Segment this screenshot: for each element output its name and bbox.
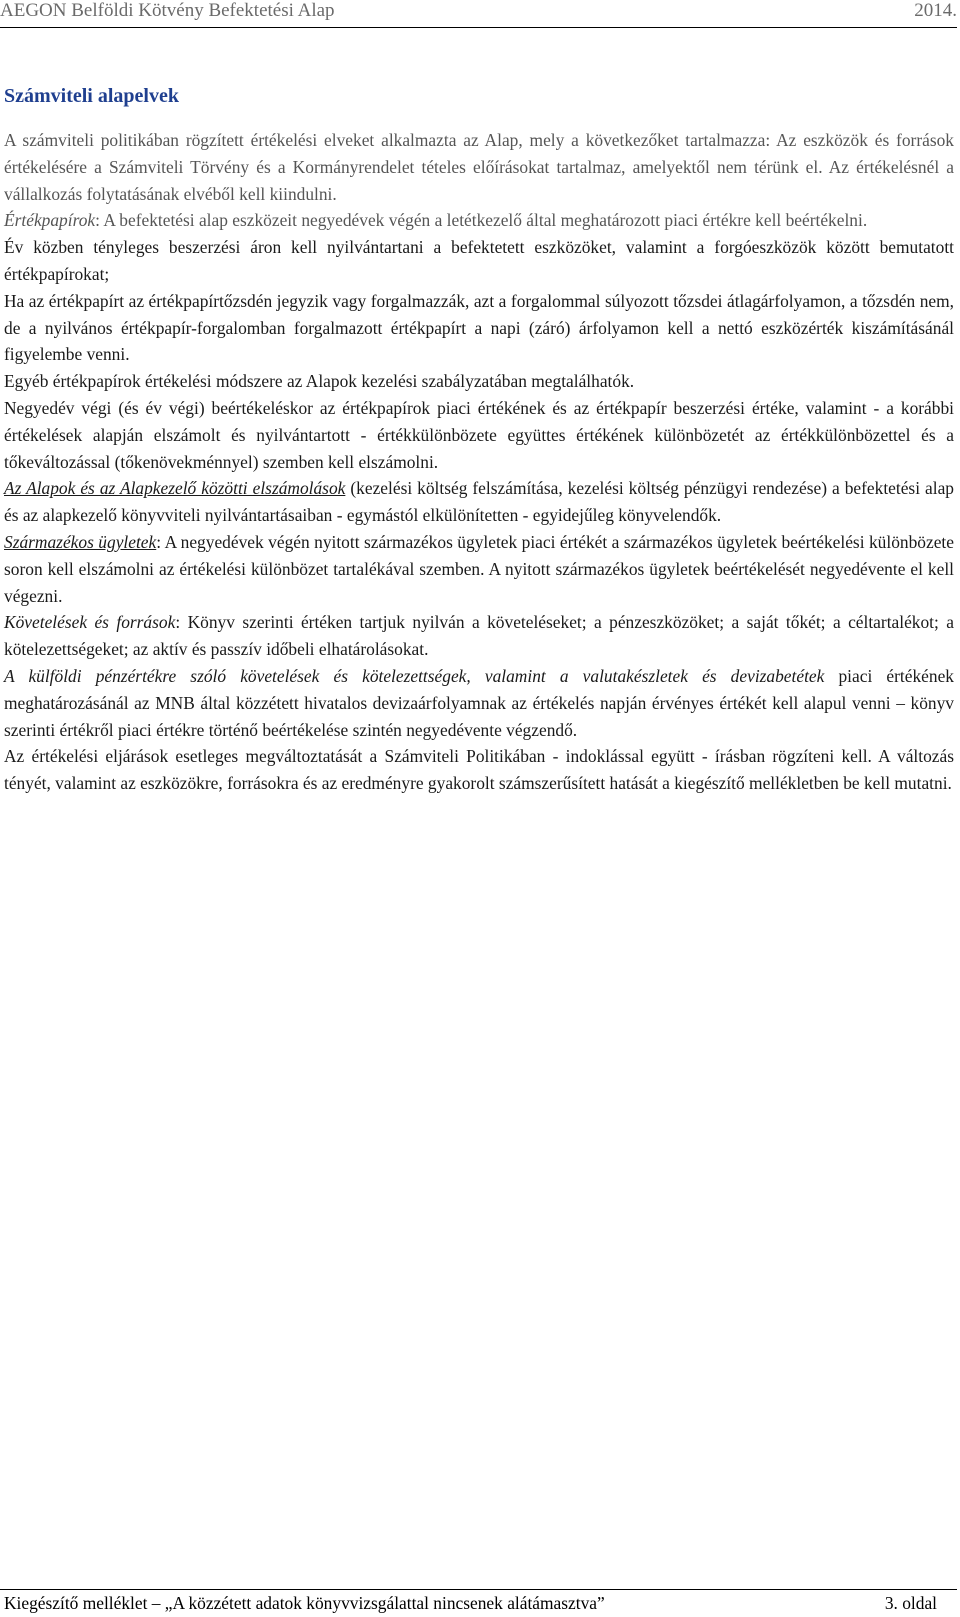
document-body <box>4 127 954 797</box>
paragraph-settlements <box>4 475 954 529</box>
paragraph-derivatives-label: Származékos ügyletek <box>4 531 157 552</box>
section-title: Számviteli alapelvek <box>4 85 179 107</box>
paragraph-securities-label: Értékpapírok <box>4 210 96 231</box>
paragraph-receivables-label: Követelések és források <box>4 612 176 633</box>
paragraph-securities-text: : A befektetési alap eszközeit negyedévek végén a letétkezelő által meghatározott piaci értékre kell beértékelni. <box>95 210 868 231</box>
paragraph-principles: A számviteli politikában rögzített értékelési elveket alkalmazta az Alap, mely a következőket tartalmazza: Az eszközök és források értékelésére a Számviteli Törvény és a Kormányrendelet tételes előírásokat tartalmaz, amelyektől nem térünk el. Az értékelésnél a vállalkozás folytatásának elvéből kell kiindulni. <box>4 130 954 204</box>
paragraph-receivables <box>4 609 954 663</box>
paragraph-settlements-label: Az Alapok és az Alapkezelő közötti elszámolások <box>4 478 346 499</box>
paragraph-foreign-currency <box>4 663 954 743</box>
page-header <box>0 0 957 28</box>
paragraph-procedure-changes: Az értékelési eljárások esetleges megváltoztatását a Számviteli Politikában - indoklással együtt - írásban rögzíteni kell. A változás tényét, valamint az eszközökre, forrásokra és az eredményre gyakorolt számszerűsített hatását a kiegészítő mellékletben be kell mutatni. <box>4 746 954 794</box>
paragraph-derivatives-text: : A negyedévek végén nyitott származékos ügyletek piaci értékét a származékos ügyletek beértékelési különbözete soron kell elszámolni az értékelési különbözet tartalékával szemben. A nyitott származékos ügyletek beértékelését negyedévente el kell végezni. <box>4 531 954 606</box>
paragraph-exchange-rate: Ha az értékpapírt az értékpapírtőzsdén jegyzik vagy forgalmazzák, azt a forgalommal súlyozott tőzsdei átlagárfolyamon, a tőzsdén nem, de a nyilvános értékpapír-forgalomban forgalmazott értékpapírt a napi (záró) árfolyamon kell a nettó eszközérték kiszámításánál figyelembe venni. <box>4 290 954 365</box>
paragraph-foreign-currency-text: piaci értékének meghatározásánál az MNB által közzétett hivatalos devizaárfolyamnak az értékelés napján érvényes értékét kell alapul venni – könyv szerinti értékről piaci értékre történő beértékelése szintén negyedévente végzendő. <box>4 665 954 740</box>
paragraph-purchase-price: Év közben tényleges beszerzési áron kell nyilvántartani a befektetett eszközöket, valamint a forgóeszközök között bemutatott értékpapírokat; <box>4 237 954 284</box>
page-number: 3. oldal <box>884 1593 937 1613</box>
header-year: 2014. <box>914 0 957 21</box>
footer-note: Kiegészítő melléklet – „A közzétett adatok könyvvizsgálattal nincsenek alátámasztva” <box>4 1593 605 1613</box>
paragraph-securities <box>4 207 954 234</box>
paragraph-foreign-currency-label: A külföldi pénzértékre szóló követelések és kötelezettségek, valamint a valutakészletek és devizabetétek <box>4 665 825 686</box>
paragraph-derivatives <box>4 529 954 609</box>
paragraph-revaluation: Negyedév végi (és év végi) beértékeléskor az értékpapírok piaci értékének és az értékpapír beszerzési értéke, valamint - a korábbi értékelések alapján elszámolt és nyilvántartott - értékkülönbözete együttes értékének különbözetét az értékkülönbözettel és a tőkeváltozással (tőkenövekménnyel) szemben kell elszámolni. <box>4 397 954 472</box>
paragraph-other-securities: Egyéb értékpapírok értékelési módszere az Alapok kezelési szabályzatában megtalálhatók. <box>4 371 635 392</box>
page-footer <box>0 1589 957 1616</box>
header-document-title: AEGON Belföldi Kötvény Befektetési Alap <box>0 0 335 21</box>
paragraph-receivables-text: : Könyv szerinti értéken tartjuk nyilván a követeléseket; a pénzeszközöket; a saját tőkét; a céltartalékot; a kötelezettségeket; az aktív és passzív időbeli elhatárolásokat. <box>4 612 954 660</box>
paragraph-settlements-text: (kezelési költség felszámítása, kezelési költség pénzügyi rendezése) a befektetési alap és az alapkezelő könyvviteli nyilvántartásaiban - egymástól elkülönítetten - egyidejűleg könyvelendők. <box>4 478 954 526</box>
